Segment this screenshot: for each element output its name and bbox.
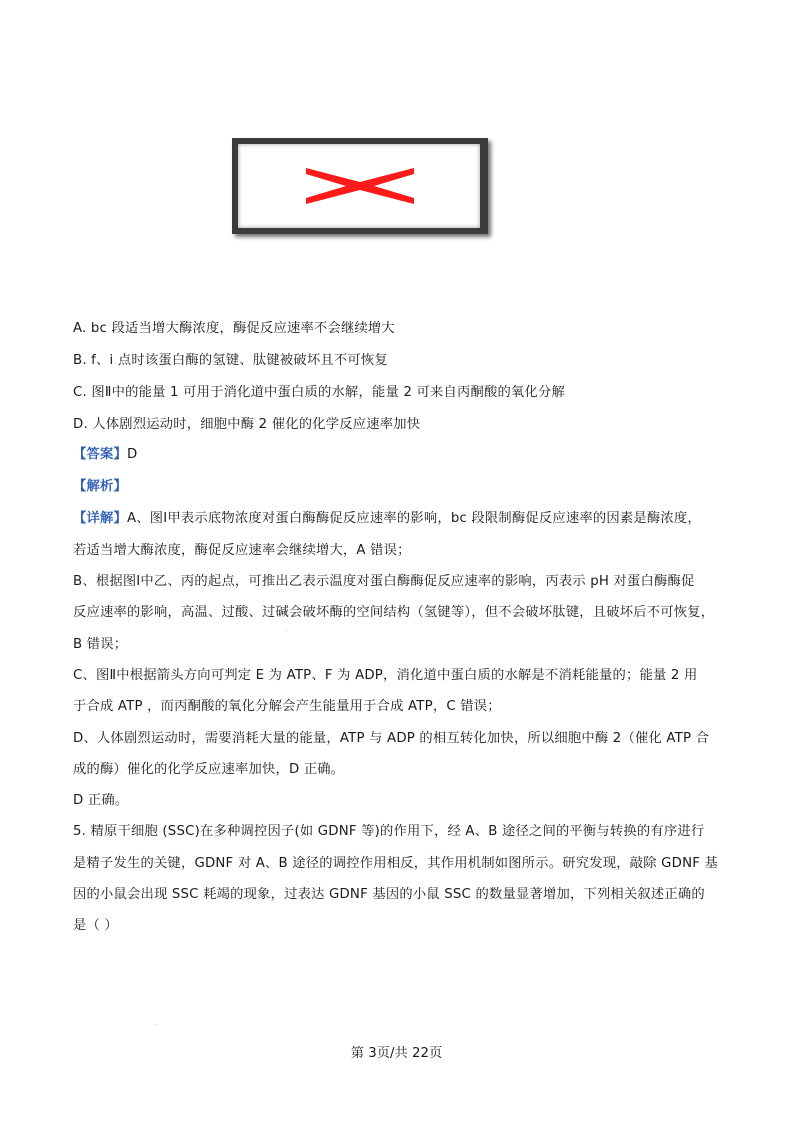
detail-line-5: B 错误；	[73, 637, 128, 652]
broken-image-icon	[300, 164, 420, 208]
detail-text: A、图Ⅰ甲表示底物浓度对蛋白酶酶促反应速率的影响，bc 段限制酶促反应速率的因素是酶浓度，	[127, 511, 701, 526]
option-c: C. 图Ⅱ中的能量 1 可用于消化道中蛋白质的水解，能量 2 可来自丙酮酸的氧化分解	[73, 385, 566, 400]
detail-line-2: 若适当增大酶浓度，酶促反应速率会继续增大，A 错误；	[73, 543, 411, 558]
answer-tag: 【答案】	[73, 447, 127, 462]
detail-line-3: B、根据图Ⅰ中乙、丙的起点，可推出乙表示温度对蛋白酶酶促反应速率的影响，丙表示 pH 对蛋白酶酶促	[73, 574, 695, 589]
question5-line-4: 是（ ）	[73, 918, 118, 933]
detail-line-4: 反应速率的影响，高温、过酸、过碱会破坏酶的空间结构（氢键等），但不会破坏肽键，且破坏后不可恢复，	[73, 605, 715, 620]
detail-line-1	[73, 510, 701, 528]
detail-line-6: C、图Ⅱ中根据箭头方向可判定 E 为 ATP、F 为 ADP，消化道中蛋白质的水解是不消耗能量的；能量 2 用	[73, 668, 698, 683]
question5-line-3: 因的小鼠会出现 SSC 耗竭的现象，过表达 GDNF 基因的小鼠 SSC 的数量显著增加，下列相关叙述正确的	[73, 887, 705, 902]
question5-line-2: 是精子发生的关键，GDNF 对 A、B 途径的调控作用相反，其作用机制如图所示。研究发现，敲除 GDNF 基	[73, 856, 719, 871]
option-d: D. 人体剧烈运动时，细胞中酶 2 催化的化学反应速率加快	[73, 417, 421, 432]
detail-line-8: D、人体剧烈运动时，需要消耗大量的能量，ATP 与 ADP 的相互转化加快，所以细胞中酶 2（催化 ATP 合	[73, 731, 710, 746]
option-a: A. bc 段适当增大酶浓度，酶促反应速率不会继续增大	[73, 321, 395, 336]
detail-tag: 【详解】	[73, 511, 127, 526]
scan-dot: ·	[285, 628, 287, 635]
detail-line-10: D 正确。	[73, 793, 129, 808]
answer-value: D	[127, 447, 138, 462]
detail-line-9: 成的酶）催化的化学反应速率加快，D 正确。	[73, 762, 345, 777]
analysis-tag: 【解析】	[73, 479, 127, 494]
broken-image-placeholder	[232, 138, 488, 234]
page-footer: 第 3页/共 22页	[350, 1046, 443, 1061]
scan-dot-2: ·	[156, 1022, 158, 1029]
question5-line-1: 5. 精原干细胞 (SSC)在多种调控因子(如 GDNF 等)的作用下，经 A、B 途径之间的平衡与转换的有序进行	[73, 824, 705, 839]
analysis-line	[73, 478, 127, 496]
detail-line-7: 于合成 ATP ，而丙酮酸的氧化分解会产生能量用于合成 ATP，C 错误；	[73, 699, 501, 714]
option-b: B. f、i 点时该蛋白酶的氢键、肽键被破坏且不可恢复	[73, 353, 388, 368]
answer-line	[73, 446, 137, 464]
